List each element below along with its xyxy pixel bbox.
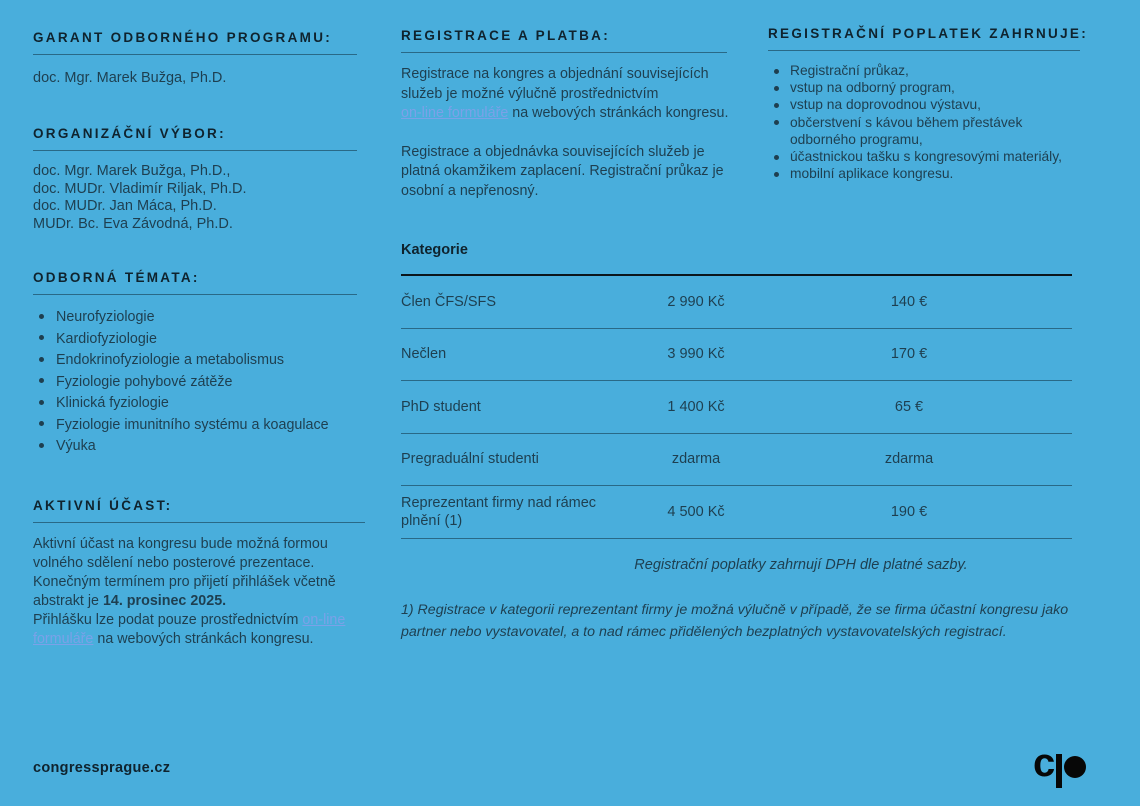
row-category: Reprezentant firmy nad rámec plnění (1) <box>401 494 597 529</box>
footer-website: congressprague.cz <box>33 760 171 776</box>
bullet-icon <box>774 155 779 160</box>
list-item <box>33 393 357 415</box>
list-item <box>33 372 357 394</box>
section-poplatek-zahrnuje <box>768 26 1088 182</box>
list-item-label: Endokrinofyziologie a metabolismus <box>56 352 285 368</box>
vybor-member: MUDr. Bc. Eva Závodná, Ph.D. <box>33 215 233 232</box>
table-row <box>401 381 1072 434</box>
bullet-icon <box>774 120 779 125</box>
list-item-label: Neurofyziologie <box>56 309 155 325</box>
row-category: PhD student <box>401 398 481 415</box>
table-row <box>401 276 1072 329</box>
list-item <box>768 148 1088 165</box>
ucast-paragraph <box>33 535 365 649</box>
ucast-heading: AKTIVNÍ ÚČAST: <box>33 498 365 523</box>
row-price-czk: zdarma <box>671 451 721 468</box>
vybor-heading: ORGANIZÁČNÍ VÝBOR: <box>33 126 357 151</box>
registrace-text: Registrace na kongres a objednání souvisejících služeb je možné výlučně prostřednictvím <box>401 66 709 102</box>
row-price-eur: 170 € <box>890 346 928 363</box>
online-form-link[interactable]: on-line formuláře <box>401 105 509 121</box>
list-item-label: Výuka <box>56 438 96 454</box>
row-price-eur: 190 € <box>890 503 928 520</box>
vybor-member: doc. MUDr. Jan Máca, Ph.D. <box>33 198 217 215</box>
row-price-eur: 140 € <box>890 293 928 310</box>
registrace-heading: REGISTRACE A PLATBA: <box>401 28 727 53</box>
temata-heading: ODBORNÁ TÉMATA: <box>33 270 357 295</box>
list-item-label: Klinická fyziologie <box>56 395 169 411</box>
vat-note: Registrační poplatky zahrnují DPH dle platné sazby. <box>634 557 968 573</box>
table-row <box>401 329 1072 382</box>
vybor-member: doc. MUDr. Vladimír Riljak, Ph.D. <box>33 180 247 197</box>
logo-dot-shape <box>1064 756 1086 778</box>
vybor-members <box>33 163 357 233</box>
table-footnote: 1) Registrace v kategorii reprezentant firmy je možná výlučně v případě, že se firma účastní kongresu jako partner nebo vystavovatel, a to nad rámec přidělených bezplatných vystavovatelských registrací. <box>401 602 1069 640</box>
row-price-eur: zdarma <box>884 451 934 468</box>
vybor-member: doc. Mgr. Marek Bužga, Ph.D., <box>33 163 231 179</box>
list-item <box>33 307 357 329</box>
list-item <box>768 114 1088 148</box>
garant-name: doc. Mgr. Marek Bužga, Ph.D. <box>33 70 227 86</box>
list-item-label: Fyziologie imunitního systému a koagulace <box>56 416 329 433</box>
bullet-icon <box>39 378 44 383</box>
list-item <box>768 79 1088 96</box>
section-odborna-temata <box>33 270 357 458</box>
section-organizacni-vybor <box>33 126 357 233</box>
list-item <box>33 436 357 458</box>
ucast-text: Aktivní účast na kongresu bude možná formou volného sdělení nebo posterové prezentace. Konečným termínem pro přijetí přihlášek včetně abstrakt je <box>33 536 336 609</box>
list-item <box>33 329 357 351</box>
row-price-eur: 65 € <box>894 398 924 415</box>
list-item-label: Fyziologie pohybové zátěže <box>56 373 233 390</box>
table-header-kategorie: Kategorie <box>401 242 468 258</box>
row-category: Pregraduální studenti <box>401 451 539 468</box>
zahrnuje-heading: REGISTRAČNÍ POPLATEK ZAHRNUJE: <box>768 26 1080 51</box>
row-category: Člen ČFS/SFS <box>401 293 497 310</box>
registrace-paragraph-2: Registrace a objednávka souvisejících služeb je platná okamžikem zaplacení. Registrační průkaz je osobní a nepřenosný. <box>401 143 724 199</box>
list-item <box>33 415 357 437</box>
row-price-czk: 4 500 Kč <box>667 503 725 520</box>
bullet-icon <box>774 172 779 177</box>
table-row <box>401 486 1072 539</box>
registrace-text: na webových stránkách kongresu. <box>508 105 729 121</box>
section-aktivni-ucast <box>33 498 365 649</box>
row-price-czk: 2 990 Kč <box>667 293 725 310</box>
deadline-text: 14. prosinec 2025. <box>102 593 227 609</box>
zahrnuje-list <box>768 62 1088 182</box>
table-grid <box>401 274 1072 539</box>
list-item-label: vstup na odborný program, <box>790 80 955 96</box>
list-item-label: účastnickou tašku s kongresovými materiály, <box>790 149 1062 165</box>
row-price-czk: 1 400 Kč <box>667 398 725 415</box>
section-registrace-platba <box>401 28 741 201</box>
row-category: Nečlen <box>401 346 447 363</box>
list-item <box>768 165 1088 182</box>
bullet-icon <box>39 314 44 319</box>
table-row <box>401 434 1072 487</box>
logo-bar-shape <box>1056 754 1062 788</box>
price-table <box>401 242 1072 539</box>
bullet-icon <box>39 400 44 405</box>
bullet-icon <box>774 69 779 74</box>
ucast-text: na webových stránkách kongresu. <box>93 631 314 647</box>
congress-prague-logo <box>1033 741 1087 790</box>
bullet-icon <box>39 335 44 340</box>
list-item <box>768 62 1088 79</box>
list-item-label: vstup na doprovodnou výstavu, <box>790 97 981 113</box>
garant-heading: GARANT ODBORNÉHO PROGRAMU: <box>33 30 357 55</box>
list-item <box>768 96 1088 113</box>
temata-list <box>33 307 357 458</box>
bullet-icon <box>39 357 44 362</box>
logo-letter-c: c <box>1033 741 1056 785</box>
bullet-icon <box>774 86 779 91</box>
bullet-icon <box>39 443 44 448</box>
list-item-label: Kardiofyziologie <box>56 330 157 347</box>
ucast-text: Přihlášku lze podat pouze prostřednictvím <box>33 612 303 628</box>
bullet-icon <box>39 421 44 426</box>
bullet-icon <box>774 103 779 108</box>
list-item-label: mobilní aplikace kongresu. <box>790 166 954 182</box>
list-item-label: občerstvení s kávou během přestávek odborného programu, <box>790 114 1023 147</box>
list-item <box>33 350 357 372</box>
registrace-paragraph-1 <box>401 65 733 124</box>
row-price-czk: 3 990 Kč <box>667 346 725 363</box>
section-garant <box>33 30 357 89</box>
list-item-label: Registrační průkaz, <box>790 63 909 78</box>
online-form-link[interactable]: on-line formuláře <box>33 612 346 647</box>
